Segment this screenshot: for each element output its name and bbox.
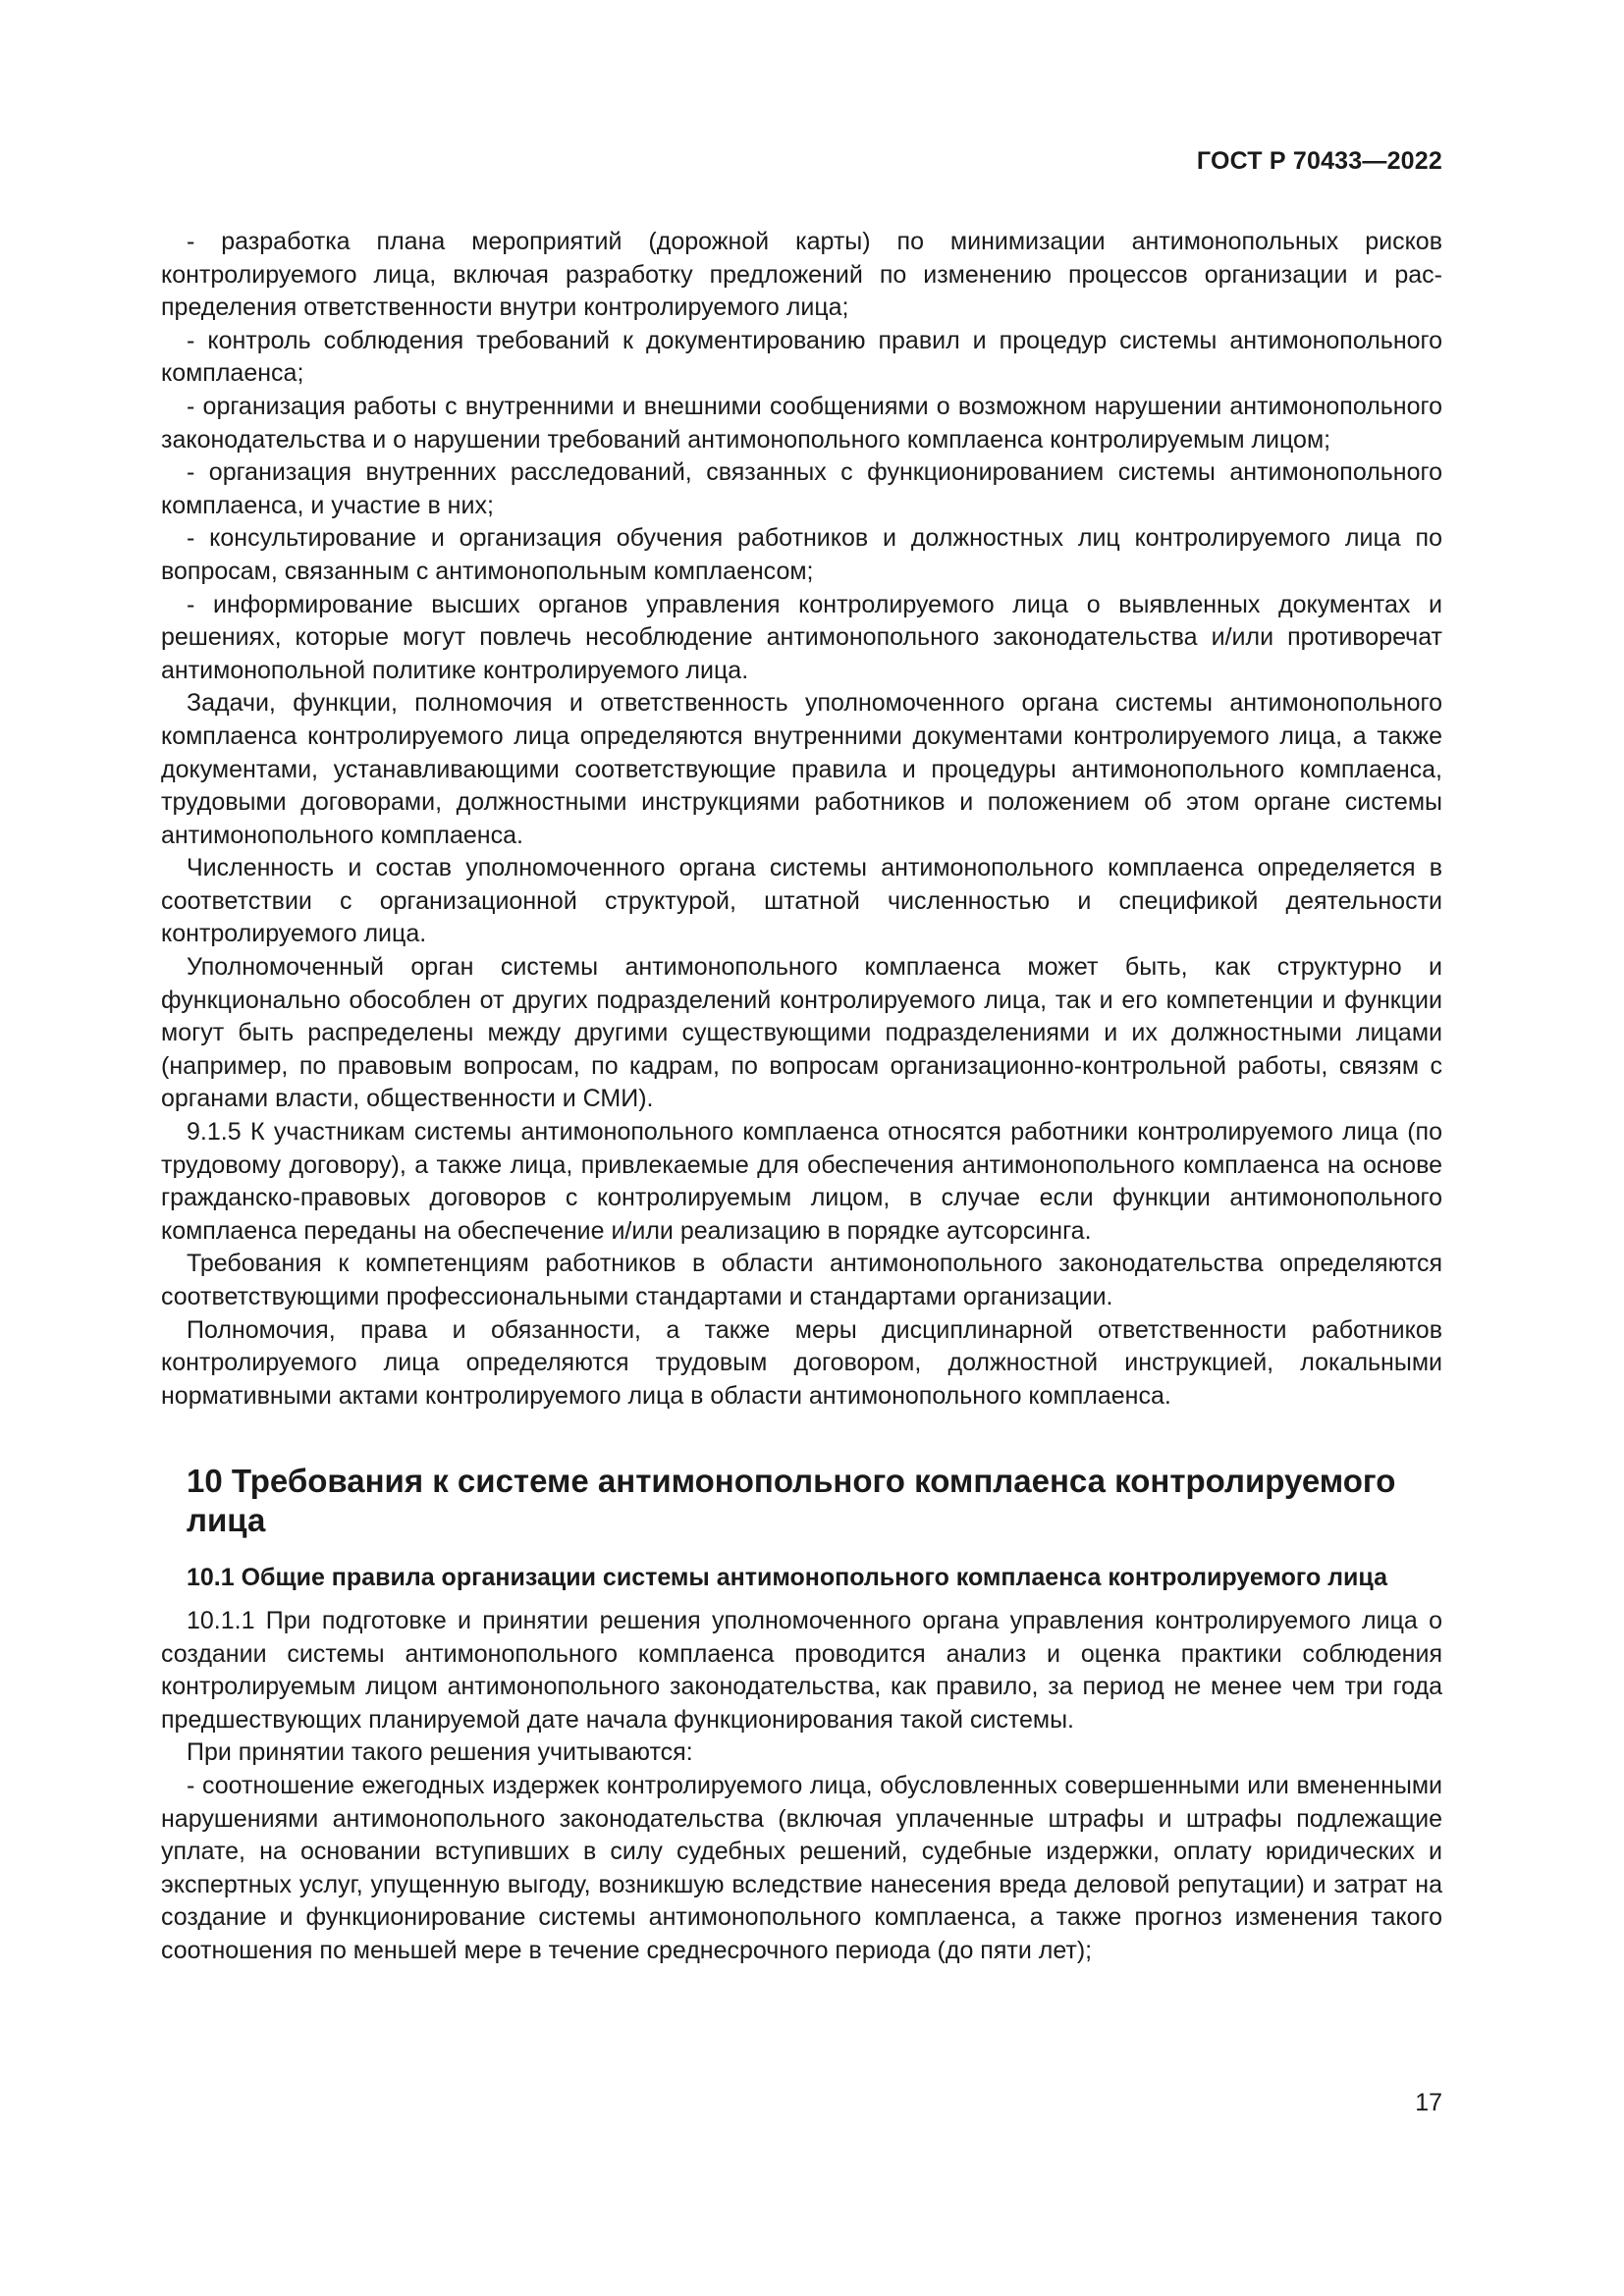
section-title: 10 Требования к системе антимонопольного комплаенса контролируемого лица [187, 1463, 1396, 1539]
document-body [161, 226, 1442, 1968]
paragraph: - разработка плана мероприятий (дорожной карты) по минимизации антимонопольных рисков контролируемого лица, включая разработку предложений по изменению процессов организации и распределения ответственности внутри контролируемого лица; [161, 228, 1442, 322]
paragraph: - соотношение ежегодных издержек контролируемого лица, обусловленных совершенными или вмененными нарушениями антимонопольного законодательства (включая уплаченные штрафы и штрафы подлежащие уплате, на основании вступивших в силу судебных решений, судебные издержки, оплату юридических и экспертных услуг, упущенную выгоду, возникшую вследствие нанесения вреда деловой репутации) и затрат на создание и функционирование системы антимонопольного комплаенса, а также прогноз изменения такого соотношения по меньшей мере в течение среднесрочного периода (до пяти лет); [161, 1771, 1442, 1964]
paragraph: Задачи, функции, полномочия и ответственность уполномоченного органа системы антимонопольного комплаенса контролируемого лица определяются внутренними документами контролируемого лица, а также документами, устанавливающими соответствующие правила и процедуры антимонопольного комплаенса, трудовыми договорами, должностными инструкциями работников и положением об этом органе системы антимонопольного комплаенса. [161, 689, 1442, 849]
paragraph: - консультирование и организация обучения работников и должностных лиц контролируемого лица по вопросам, связанным с антимонопольным комплаенсом; [161, 524, 1442, 585]
paragraph: 10.1.1 При подготовке и принятии решения уполномоченного органа управления контролируемого лица о создании системы антимонопольного комплаенса проводится анализ и оценка практики соблюдения контролируемым лицом антимонопольного законодательства, как правило, за период не менее чем три года предшествующих планируемой дате начала функционирования такой системы. [161, 1606, 1442, 1734]
paragraph: При принятии такого решения учитываются: [187, 1738, 693, 1767]
paragraph: - контроль соблюдения требований к документированию правил и процедур системы антимонопольного комплаенса; [161, 326, 1442, 388]
page-number: 17 [1415, 2089, 1442, 2116]
document-header-id: ГОСТ Р 70433—2022 [1196, 147, 1442, 175]
paragraph: - организация внутренних расследований, связанных с функционированием системы антимонопольного комплаенса, и участие в них; [161, 458, 1442, 519]
paragraph: - организация работы с внутренними и внешними сообщениями о возможном нарушении антимонопольного законодательства и о нарушении требований антимонопольного комплаенса контролируемым лицом; [161, 392, 1442, 454]
subsection-title: 10.1 Общие правила организации системы антимонопольного комплаенса контролируемого лица [187, 1564, 1387, 1592]
paragraph: 9.1.5 К участникам системы антимонопольного комплаенса относятся работники контролируемого лица (по трудовому договору), а также лица, привлекаемые для обеспечения антимонопольного комплаенса на основе гражданско-правовых договоров с контролируемым лицом, в случае если функции антимонопольного комплаенса переданы на обеспечение и/или реализацию в порядке аутсорсинга. [161, 1118, 1442, 1245]
paragraph: Численность и состав уполномоченного органа системы антимонопольного комплаенса определяется в соответствии с организационной структурой, штатной численностью и спецификой деятельности контролируемого лица. [161, 854, 1442, 948]
paragraph: Уполномоченный орган системы антимонопольного комплаенса может быть, как структурно и функционально обособлен от других подразделений контролируемого лица, так и его компетенции и функции могут быть распределены между другими существующими подразделениями и их должностными лицами (например, по правовым вопросам, по кадрам, по вопросам организационно-контрольной работы, связям с органами власти, общественности и СМИ). [161, 953, 1442, 1113]
paragraph: - информирование высших органов управления контролируемого лица о выявленных документах и решениях, которые могут повлечь несоблюдение антимонопольного законодательства и/или противоречат антимонопольной политике контролируемого лица. [161, 590, 1442, 684]
paragraph: Требования к компетенциям работников в области антимонопольного законодательства определяются соответствующими профессиональными стандартами и стандартами организации. [161, 1250, 1442, 1310]
paragraph: Полномочия, права и обязанности, а также меры дисциплинарной ответственности работников контролируемого лица определяются трудовым договором, должностной инструкцией, локальными нормативными актами контролируемого лица в области антимонопольного комплаенса. [161, 1315, 1442, 1410]
